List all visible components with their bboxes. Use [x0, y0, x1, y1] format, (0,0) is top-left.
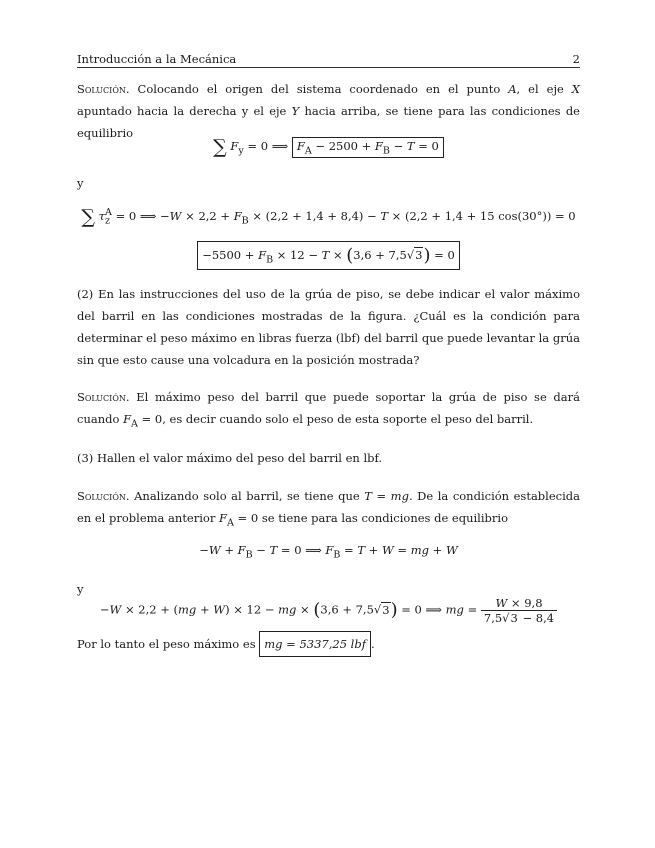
page-number: 2: [572, 52, 580, 66]
question-2: (2) En las instrucciones del uso de la grúa de piso, se debe indicar el valor máximo del barril en las condiciones mostradas de la figura. ¿Cuál es la condición para determinar el peso máximo en libras fuerza (lbf) del barril que puede levantar la grúa sin que esto cause una volcadura en la posición mostrada?: [77, 287, 580, 367]
equation-barrel-forces: $-W + F_B - T = 0$ ⟹ $F_B = T + W$ = mg + W: [199, 543, 458, 561]
boxed-equation-forces: $F_A - 2500 + F_B - T = 0$: [292, 137, 444, 158]
question-3: (3) Hallen el valor máximo del peso del barril en lbf.: [77, 451, 382, 465]
final-answer-prefix: Por lo tanto el peso máximo es: [77, 637, 256, 651]
boxed-equation-torques: $-5500 + F_B \times 12 - T \times (3,6 + 7,5√3) = 0$: [197, 241, 460, 270]
fraction-mg: $\frac{W \times 9,8}{7,5√3 - 8,4}$: [481, 596, 557, 625]
final-answer-line: Por lo tanto el peso máximo es mg = 5337,25 lbf .: [77, 631, 580, 657]
solution-3-paragraph: Solución. Analizando solo al barril, se tiene que T = mg. De la condición establecida en el problema anterior $F_A = 0$ se tiene para las condiciones de equilibrio: [77, 489, 580, 529]
final-answer-boxed: mg = 5337,25 lbf: [259, 631, 371, 657]
solution-2-paragraph: Solución. El máximo peso del barril que puede soportar la grúa de piso se dará cuando $F_A = 0$, es decir cuando solo el peso de esta soporte el peso del barril.: [77, 390, 580, 430]
connector-y-2: y: [77, 582, 84, 596]
equation-max-weight: −W × 2,2 + (mg + W) × 12 − mg × (3,6 + 7,5√3) = 0 ⟹ mg = $\frac{W \times 9,8}{7,5√3 - 8,4}$: [77, 596, 580, 625]
solution-1-paragraph: Solución. Colocando el origen del sistema coordenado en el punto A, el eje X apuntado hacia la derecha y el eje Y hacia arriba, se tiene para las condiciones de equilibrio: [77, 82, 580, 140]
solution-label: Solución.: [77, 489, 130, 503]
header-title: Introducción a la Mecánica: [77, 52, 237, 66]
equation-sum-torques: ∑ $\tau_z^A = 0$ ⟹ $-W \times 2,2 + F_B \times (2,2 + 1,4 + 8,4) - T \times (2,2 + 1,4 + 15$ cos(30°)) = 0: [81, 206, 576, 228]
solution-label: Solución.: [77, 82, 130, 96]
connector-y-1: y: [77, 176, 84, 190]
header-rule: [77, 67, 580, 68]
equation-sum-forces: ∑ $F_y = 0$ ⟹ $F_A - 2500 + F_B - T = 0$: [77, 136, 580, 158]
page: [77, 0, 580, 848]
running-header: [77, 52, 580, 66]
equation-torque-result: [77, 241, 580, 270]
solution-label: Solución.: [77, 390, 130, 404]
